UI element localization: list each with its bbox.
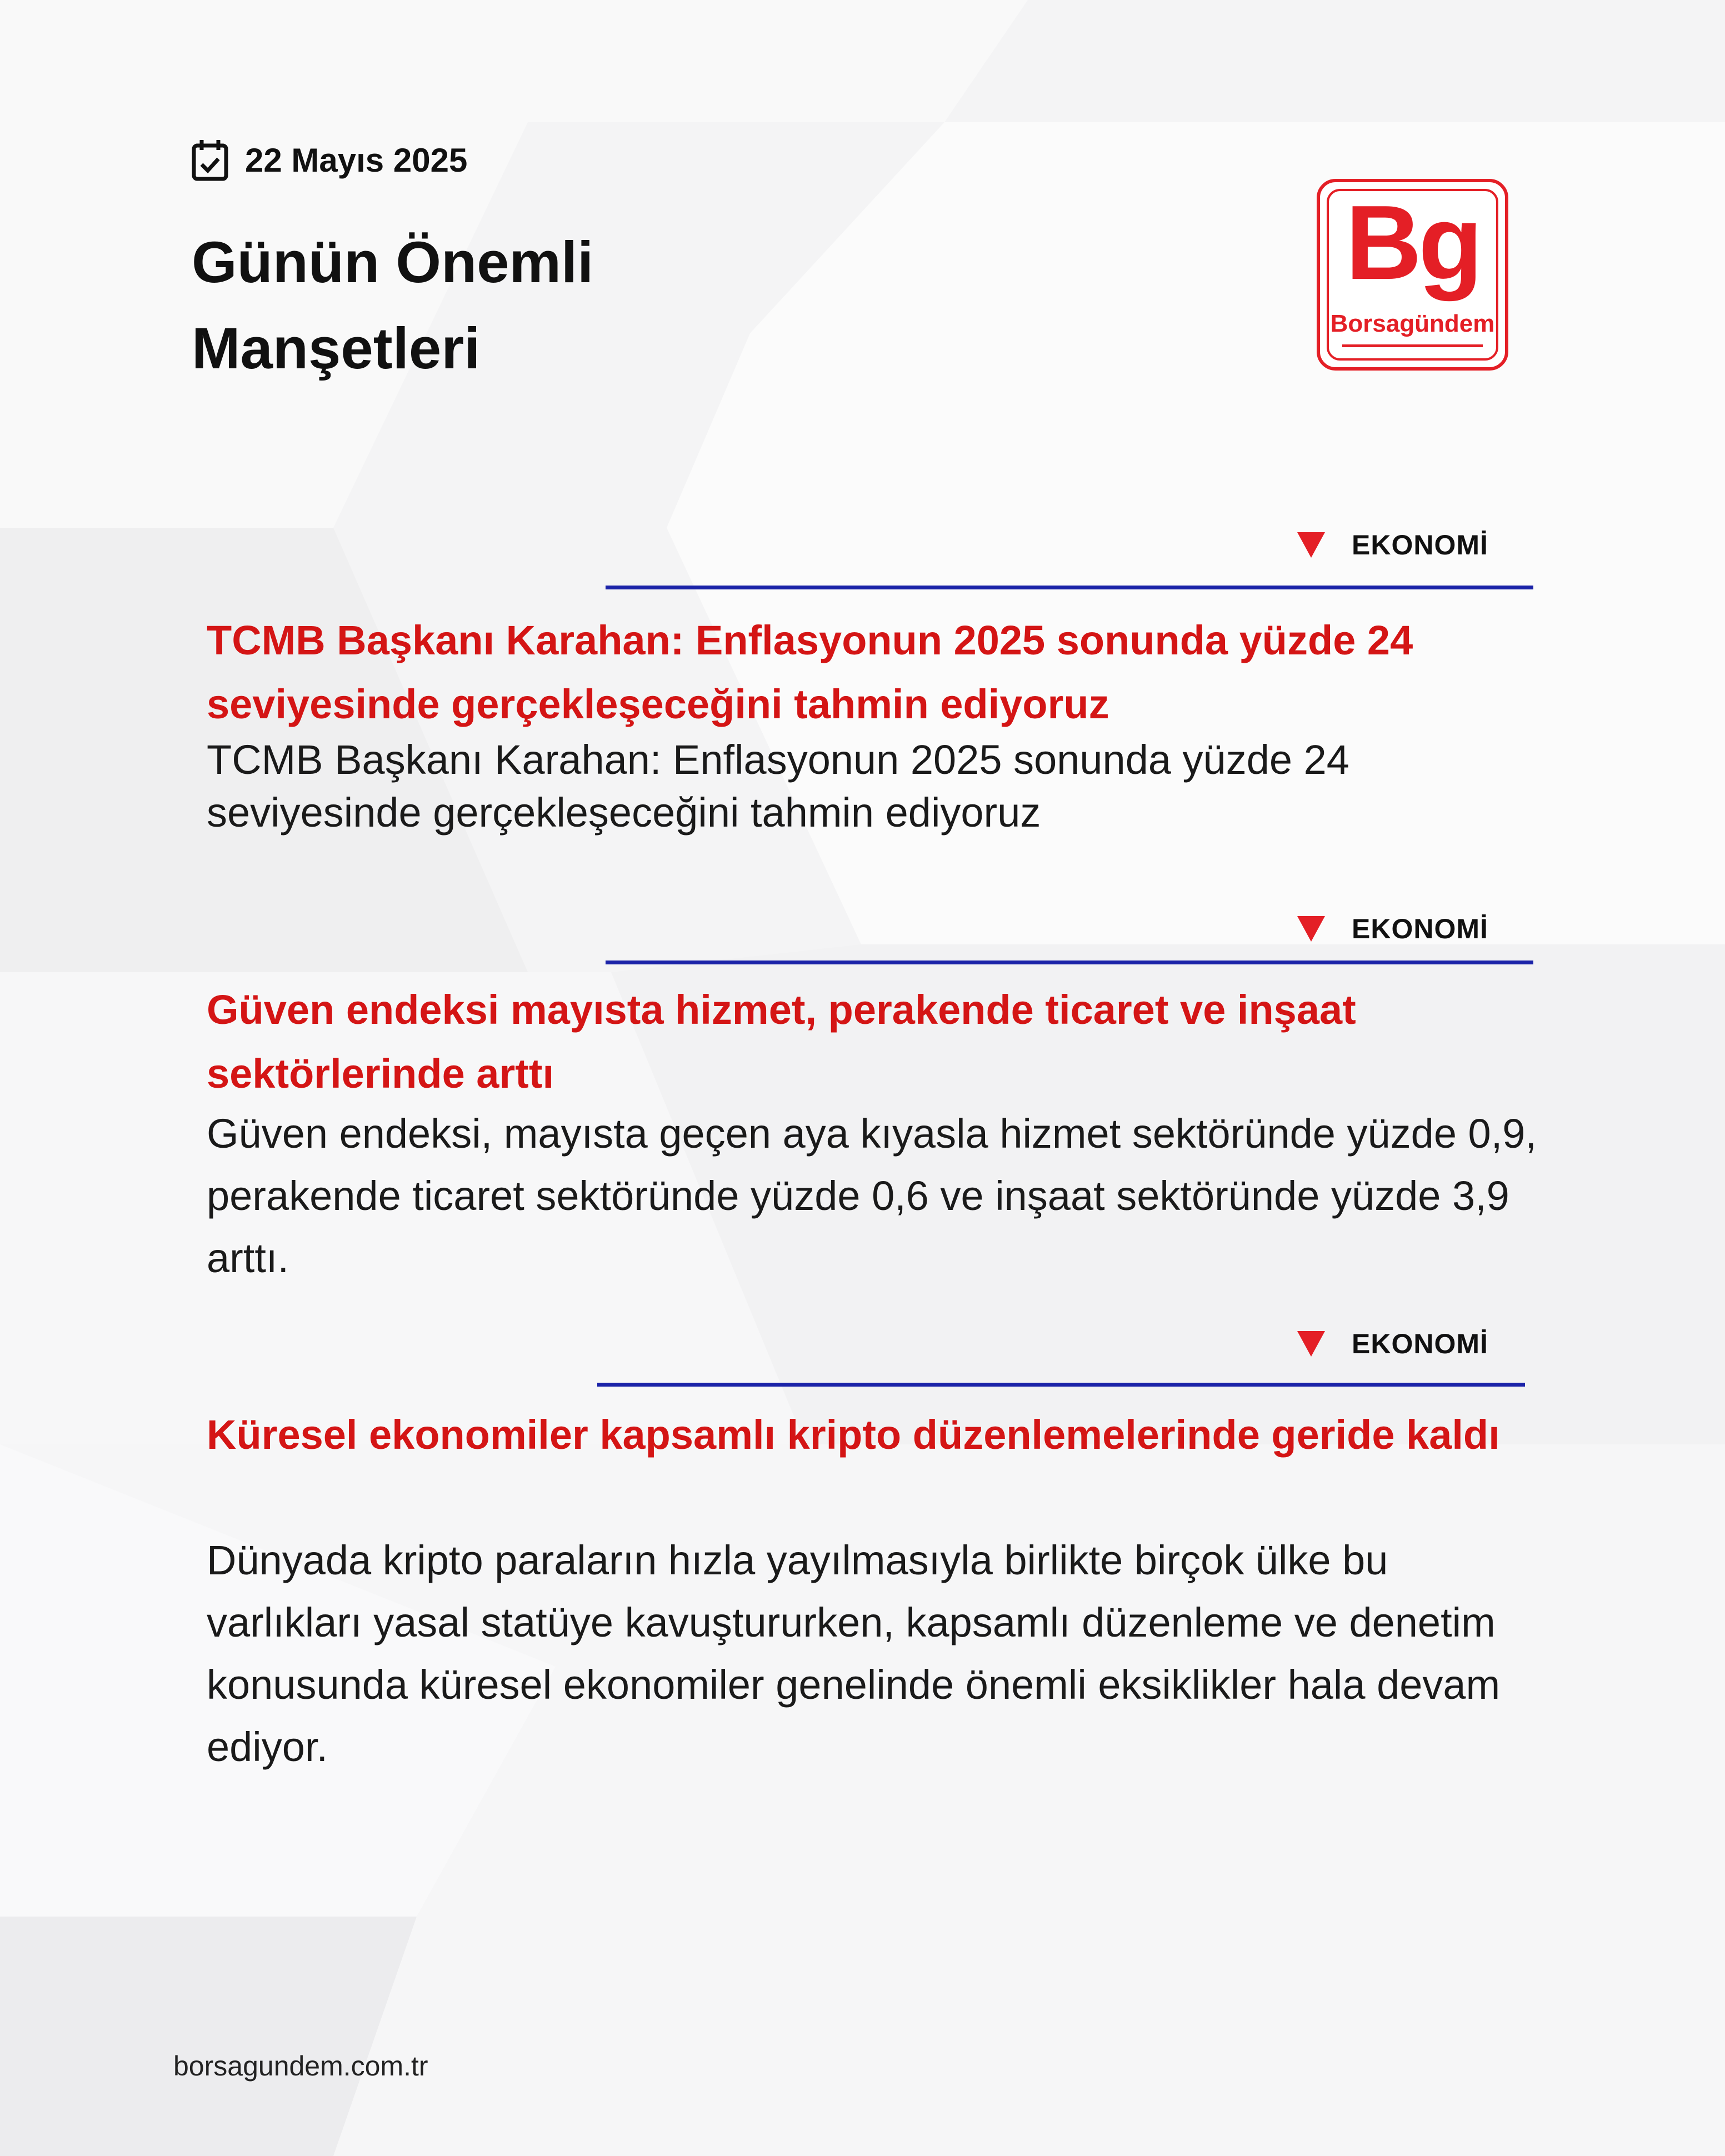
section-divider bbox=[597, 1383, 1525, 1387]
page-title: Günün Önemli Manşetleri bbox=[192, 230, 594, 381]
category-tag[interactable] bbox=[1297, 529, 1488, 561]
category-label: EKONOMİ bbox=[1352, 1328, 1488, 1359]
news-summary: TCMB Başkanı Karahan: Enflasyonun 2025 sonunda yüzde 24 seviyesinde gerçekleşeceğini tahmin ediyoruz bbox=[207, 737, 1349, 836]
triangle-down-icon bbox=[1297, 532, 1325, 558]
logo-mark: Bg bbox=[1345, 184, 1480, 302]
category-tag[interactable] bbox=[1297, 1328, 1488, 1360]
logo-underline bbox=[1342, 344, 1483, 347]
triangle-down-icon bbox=[1297, 1331, 1325, 1357]
news-headline[interactable]: Güven endeksi mayısta hizmet, perakende ticaret ve inşaat sektörlerinde arttı bbox=[207, 987, 1356, 1097]
news-summary: Güven endeksi, mayısta geçen aya kıyasla hizmet sektöründe yüzde 0,9, perakende ticaret sektöründe yüzde 0,6 ve inşaat sektöründe yüzde 3,9 arttı. bbox=[207, 1110, 1537, 1281]
date-row bbox=[192, 139, 467, 181]
news-summary: Dünyada kripto paraların hızla yayılmasıyla birlikte birçok ülke bu varlıkları yasal statüye kavuştururken, kapsamlı düzenleme ve denetim konusunda küresel ekonomiler genelinde önemli eksiklikler hala devam ediyor. bbox=[207, 1537, 1501, 1770]
category-label: EKONOMİ bbox=[1352, 913, 1488, 944]
section-divider bbox=[606, 586, 1533, 589]
calendar-check-icon bbox=[192, 139, 228, 181]
brand-logo[interactable] bbox=[1317, 179, 1508, 371]
triangle-down-icon bbox=[1297, 916, 1325, 942]
publication-date: 22 Mayıs 2025 bbox=[245, 141, 468, 179]
category-label: EKONOMİ bbox=[1352, 529, 1488, 561]
footer-website-link[interactable]: borsagundem.com.tr bbox=[173, 2050, 428, 2082]
logo-wordmark: Borsagündem bbox=[1330, 310, 1495, 337]
category-tag[interactable] bbox=[1297, 913, 1488, 945]
section-divider bbox=[606, 961, 1533, 964]
news-headline[interactable]: TCMB Başkanı Karahan: Enflasyonun 2025 sonunda yüzde 24 seviyesinde gerçekleşeceğini tahmin ediyoruz bbox=[207, 617, 1413, 727]
news-headline[interactable]: Küresel ekonomiler kapsamlı kripto düzenlemelerinde geride kaldı bbox=[207, 1412, 1500, 1458]
